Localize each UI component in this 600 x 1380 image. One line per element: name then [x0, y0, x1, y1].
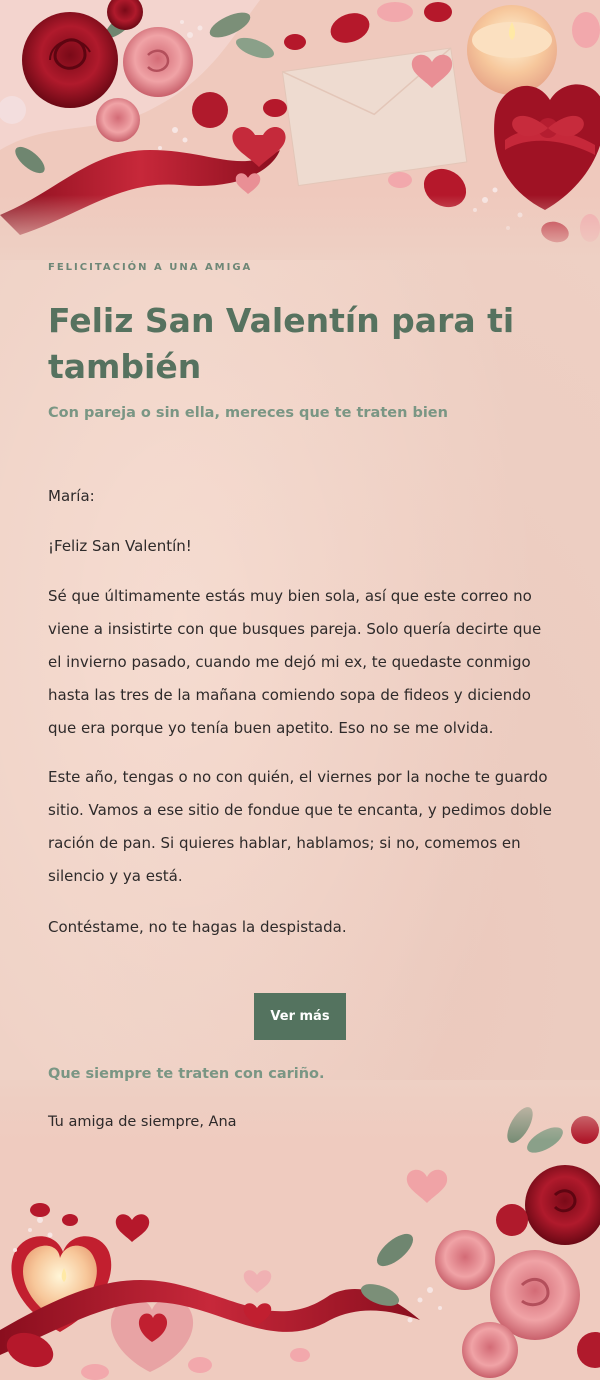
eyebrow-label: FELICITACIÓN A UNA AMIGA: [48, 262, 253, 273]
email-title: Feliz San Valentín para ti también: [48, 301, 515, 386]
greeting: ¡Feliz San Valentín!: [48, 537, 192, 555]
body-paragraph: Sé que últimamente estás muy bien sola, así que este correo no viene a insistirte con que busques pareja. Solo quería decirte que el invierno pasado, cuando me dejó mi ex, te quedaste conmigo hasta las tres de la mañana comiendo sopa de fideos y diciendo que era porque yo tenía buen apetito. Eso no se me olvida.: [48, 587, 542, 737]
body-paragraph: Contéstame, no te hagas la despistada.: [48, 918, 347, 936]
salutation: María:: [48, 487, 95, 505]
header-illustration: [0, 0, 600, 260]
see-more-button[interactable]: Ver más: [254, 993, 346, 1040]
email-subtitle: Con pareja o sin ella, mereces que te traten bien: [48, 405, 448, 421]
body-paragraph: Este año, tengas o no con quién, el viernes por la noche te guardo sitio. Vamos a ese sitio de fondue que te encanta, y pedimos doble ración de pan. Si quieres hablar, hablamos; si no, comemos en silencio y ya está.: [48, 768, 552, 885]
signature: Tu amiga de siempre, Ana: [48, 1114, 237, 1130]
closing-line: Que siempre te traten con cariño.: [48, 1066, 325, 1082]
